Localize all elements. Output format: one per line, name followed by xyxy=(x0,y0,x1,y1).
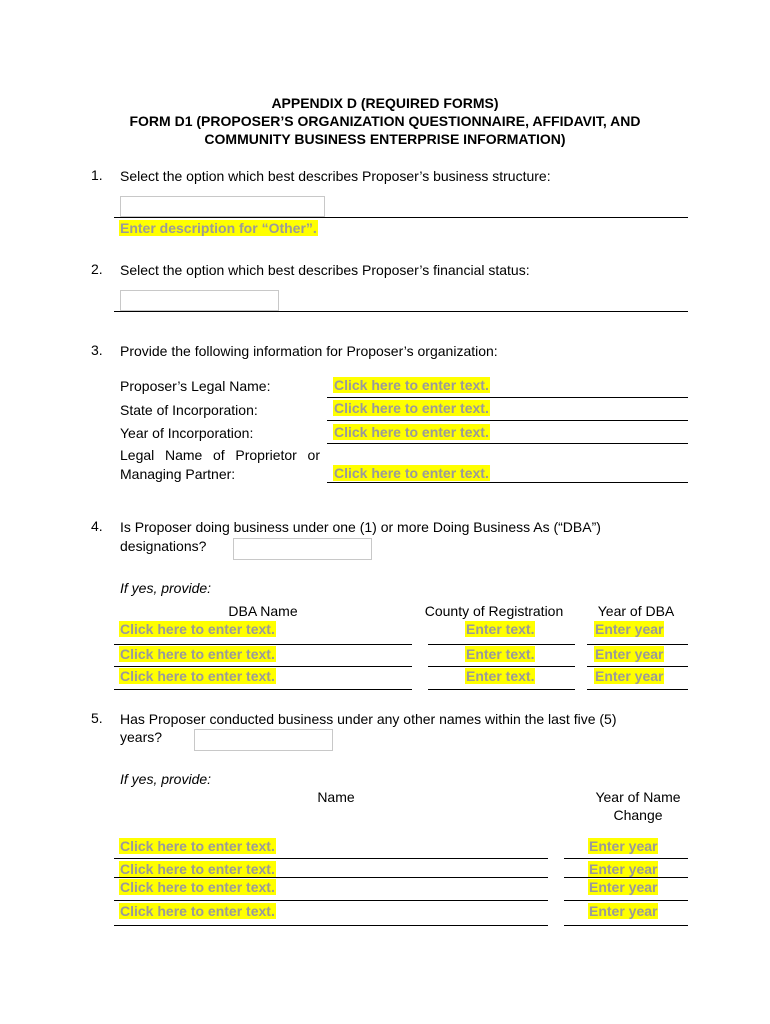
dba-row-2-county-value: Enter text. xyxy=(466,646,535,662)
name-row-4-name[interactable] xyxy=(119,903,276,920)
q3-text: Provide the following information for Proposer’s organization: xyxy=(120,343,498,359)
proprietor-label-line2: Managing Partner: xyxy=(120,466,236,482)
q2-underline xyxy=(114,311,688,312)
dba-row-3-year[interactable] xyxy=(594,668,664,685)
name-row-3-line-year xyxy=(564,900,688,901)
dba-row-3-county[interactable] xyxy=(465,668,535,685)
name-row-3-year[interactable] xyxy=(588,879,658,896)
name-row-3-line-name xyxy=(114,900,548,901)
name-row-1-line-name xyxy=(114,858,548,859)
legal-name-value: Click here to enter text. xyxy=(334,377,489,393)
name-row-4-name-value: Click here to enter text. xyxy=(120,903,275,919)
form-title-appendix: APPENDIX D (REQUIRED FORMS) xyxy=(271,95,499,111)
name-row-1-year-value: Enter year xyxy=(589,838,658,854)
legal-name-underline xyxy=(327,397,688,398)
dba-row-3-name[interactable] xyxy=(119,668,276,685)
other-names-dropdown[interactable] xyxy=(194,729,333,751)
dba-row-2-year-value: Enter year xyxy=(595,646,664,662)
legal-name-label: Proposer’s Legal Name: xyxy=(120,378,271,394)
name-row-4-line-year xyxy=(564,925,688,926)
dba-row-2-county[interactable] xyxy=(465,646,535,663)
q1-underline xyxy=(114,217,688,218)
proprietor-underline xyxy=(327,482,688,483)
year-change-header-line2: Change xyxy=(613,807,663,823)
name-row-1-year[interactable] xyxy=(588,838,658,855)
q5-number: 5. xyxy=(91,710,103,726)
dba-row-1-line-year xyxy=(587,644,688,645)
q1-text: Select the option which best describes Proposer’s business structure: xyxy=(120,168,551,184)
name-row-1-name-value: Click here to enter text. xyxy=(120,838,275,854)
dba-row-2-name[interactable] xyxy=(119,646,276,663)
q5-text-line2: years? xyxy=(120,729,163,745)
proprietor-label-line1: Legal Name of Proprietor or xyxy=(120,447,320,463)
dba-row-2-line-county xyxy=(428,666,575,667)
name-row-2-line-name xyxy=(114,877,548,878)
dba-row-1-line-county xyxy=(428,644,575,645)
proprietor-field[interactable] xyxy=(333,465,490,482)
name-header: Name xyxy=(317,789,355,805)
other-description-field[interactable] xyxy=(119,220,318,237)
q5-if-yes: If yes, provide: xyxy=(120,771,212,787)
q5-text-line1: Has Proposer conducted business under any other names within the last five (5) xyxy=(120,711,617,727)
county-header: County of Registration xyxy=(424,603,564,619)
dba-row-2-year[interactable] xyxy=(594,646,664,663)
dba-row-1-name[interactable] xyxy=(119,621,276,638)
name-row-4-year-value: Enter year xyxy=(589,903,658,919)
business-structure-dropdown[interactable] xyxy=(120,196,325,217)
year-inc-field[interactable] xyxy=(333,424,490,441)
legal-name-field[interactable] xyxy=(333,377,490,394)
year-inc-underline xyxy=(327,443,688,444)
name-row-3-name-value: Click here to enter text. xyxy=(120,879,275,895)
dba-dropdown[interactable] xyxy=(233,538,372,560)
q1-number: 1. xyxy=(91,167,103,183)
dba-row-2-name-value: Click here to enter text. xyxy=(120,646,275,662)
q2-number: 2. xyxy=(91,261,103,277)
name-row-2-line-year xyxy=(564,877,688,878)
name-row-1-name[interactable] xyxy=(119,838,276,855)
dba-row-1-year-value: Enter year xyxy=(595,621,664,637)
q4-text-line1: Is Proposer doing business under one (1) or more Doing Business As (“DBA”) xyxy=(120,519,601,535)
name-row-2-year-value: Enter year xyxy=(589,861,658,877)
dba-row-3-line-year xyxy=(587,689,688,690)
dba-row-1-year[interactable] xyxy=(594,621,664,638)
state-field[interactable] xyxy=(333,400,490,417)
name-row-3-year-value: Enter year xyxy=(589,879,658,895)
dba-row-1-county-value: Enter text. xyxy=(466,621,535,637)
dba-row-3-line-name xyxy=(114,689,412,690)
name-row-2-name[interactable] xyxy=(119,861,276,878)
year-inc-value: Click here to enter text. xyxy=(334,424,489,440)
name-row-4-year[interactable] xyxy=(588,903,658,920)
dba-row-1-name-value: Click here to enter text. xyxy=(120,621,275,637)
dba-row-2-line-year xyxy=(587,666,688,667)
financial-status-dropdown[interactable] xyxy=(120,290,279,311)
year-dba-header: Year of DBA xyxy=(597,603,675,619)
proprietor-value: Click here to enter text. xyxy=(334,465,489,481)
dba-row-3-county-value: Enter text. xyxy=(466,668,535,684)
form-title-d1: FORM D1 (PROPOSER’S ORGANIZATION QUESTIONNAIRE, AFFIDAVIT, AND xyxy=(129,113,641,129)
name-row-2-year[interactable] xyxy=(588,861,658,878)
name-row-3-name[interactable] xyxy=(119,879,276,896)
name-row-2-name-value: Click here to enter text. xyxy=(120,861,275,877)
dba-row-3-year-value: Enter year xyxy=(595,668,664,684)
dba-row-1-county[interactable] xyxy=(465,621,535,638)
name-row-1-line-year xyxy=(564,858,688,859)
dba-row-3-line-county xyxy=(428,689,575,690)
q4-if-yes: If yes, provide: xyxy=(120,580,212,596)
q4-text-line2: designations? xyxy=(120,538,207,554)
other-description-placeholder: Enter description for “Other”. xyxy=(120,220,317,236)
dba-row-1-line-name xyxy=(114,644,412,645)
name-row-4-line-name xyxy=(114,925,548,926)
form-title-cbe: COMMUNITY BUSINESS ENTERPRISE INFORMATION) xyxy=(204,131,566,147)
state-underline xyxy=(327,420,688,421)
year-change-header-line1: Year of Name xyxy=(595,789,681,805)
q3-number: 3. xyxy=(91,342,103,358)
dba-row-2-line-name xyxy=(114,666,412,667)
state-label: State of Incorporation: xyxy=(120,402,258,418)
dba-name-header: DBA Name xyxy=(228,603,298,619)
year-inc-label: Year of Incorporation: xyxy=(120,425,254,441)
dba-row-3-name-value: Click here to enter text. xyxy=(120,668,275,684)
q2-text: Select the option which best describes Proposer’s financial status: xyxy=(120,262,530,278)
q4-number: 4. xyxy=(91,518,103,534)
state-value: Click here to enter text. xyxy=(334,400,489,416)
